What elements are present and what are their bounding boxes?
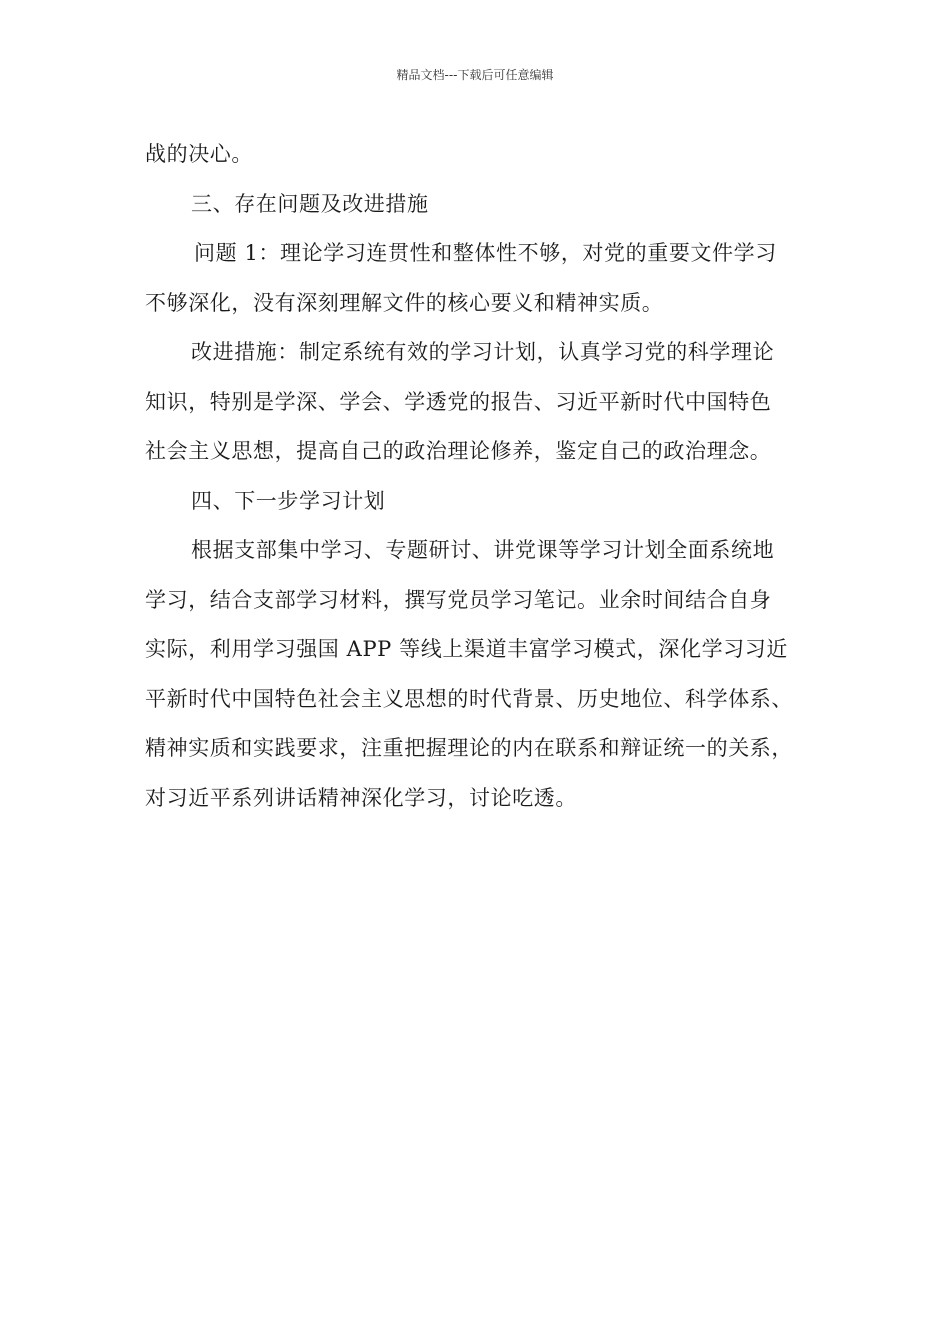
- paragraph-line: 学习，结合支部学习材料，撰写党员学习笔记。业余时间结合自身: [145, 587, 772, 612]
- page-header: 精品文档---下载后可任意编辑: [396, 68, 554, 82]
- paragraph-line: 问题 1：理论学习连贯性和整体性不够，对党的重要文件学习: [194, 241, 777, 265]
- paragraph-line: 根据支部集中学习、专题研讨、讲党课等学习计划全面系统地: [191, 538, 775, 562]
- paragraph-line: 战的决心。: [145, 142, 253, 166]
- paragraph-line: 知识，特别是学深、学会、学透党的报告、习近平新时代中国特色: [145, 389, 772, 414]
- paragraph-line: 改进措施：制定系统有效的学习计划，认真学习党的科学理论: [191, 340, 775, 364]
- paragraph-line: 社会主义思想，提高自己的政治理论修养，鉴定自己的政治理念。: [145, 439, 772, 463]
- section-heading: 三、存在问题及改进措施: [191, 191, 429, 216]
- document-body: [145, 130, 825, 823]
- paragraph-line: 不够深化，没有深刻理解文件的核心要义和精神实质。: [145, 290, 664, 315]
- paragraph-line: 精神实质和实践要求，注重把握理论的内在联系和辩证统一的关系，: [145, 736, 793, 760]
- paragraph-line: 平新时代中国特色社会主义思想的时代背景、历史地位、科学体系、: [145, 686, 793, 711]
- paragraph-line: 对习近平系列讲话精神深化学习，讨论吃透。: [145, 785, 577, 810]
- section-heading: 四、下一步学习计划: [191, 488, 386, 513]
- paragraph-line: 实际，利用学习强国 APP 等线上渠道丰富学习模式，深化学习习近: [145, 637, 788, 661]
